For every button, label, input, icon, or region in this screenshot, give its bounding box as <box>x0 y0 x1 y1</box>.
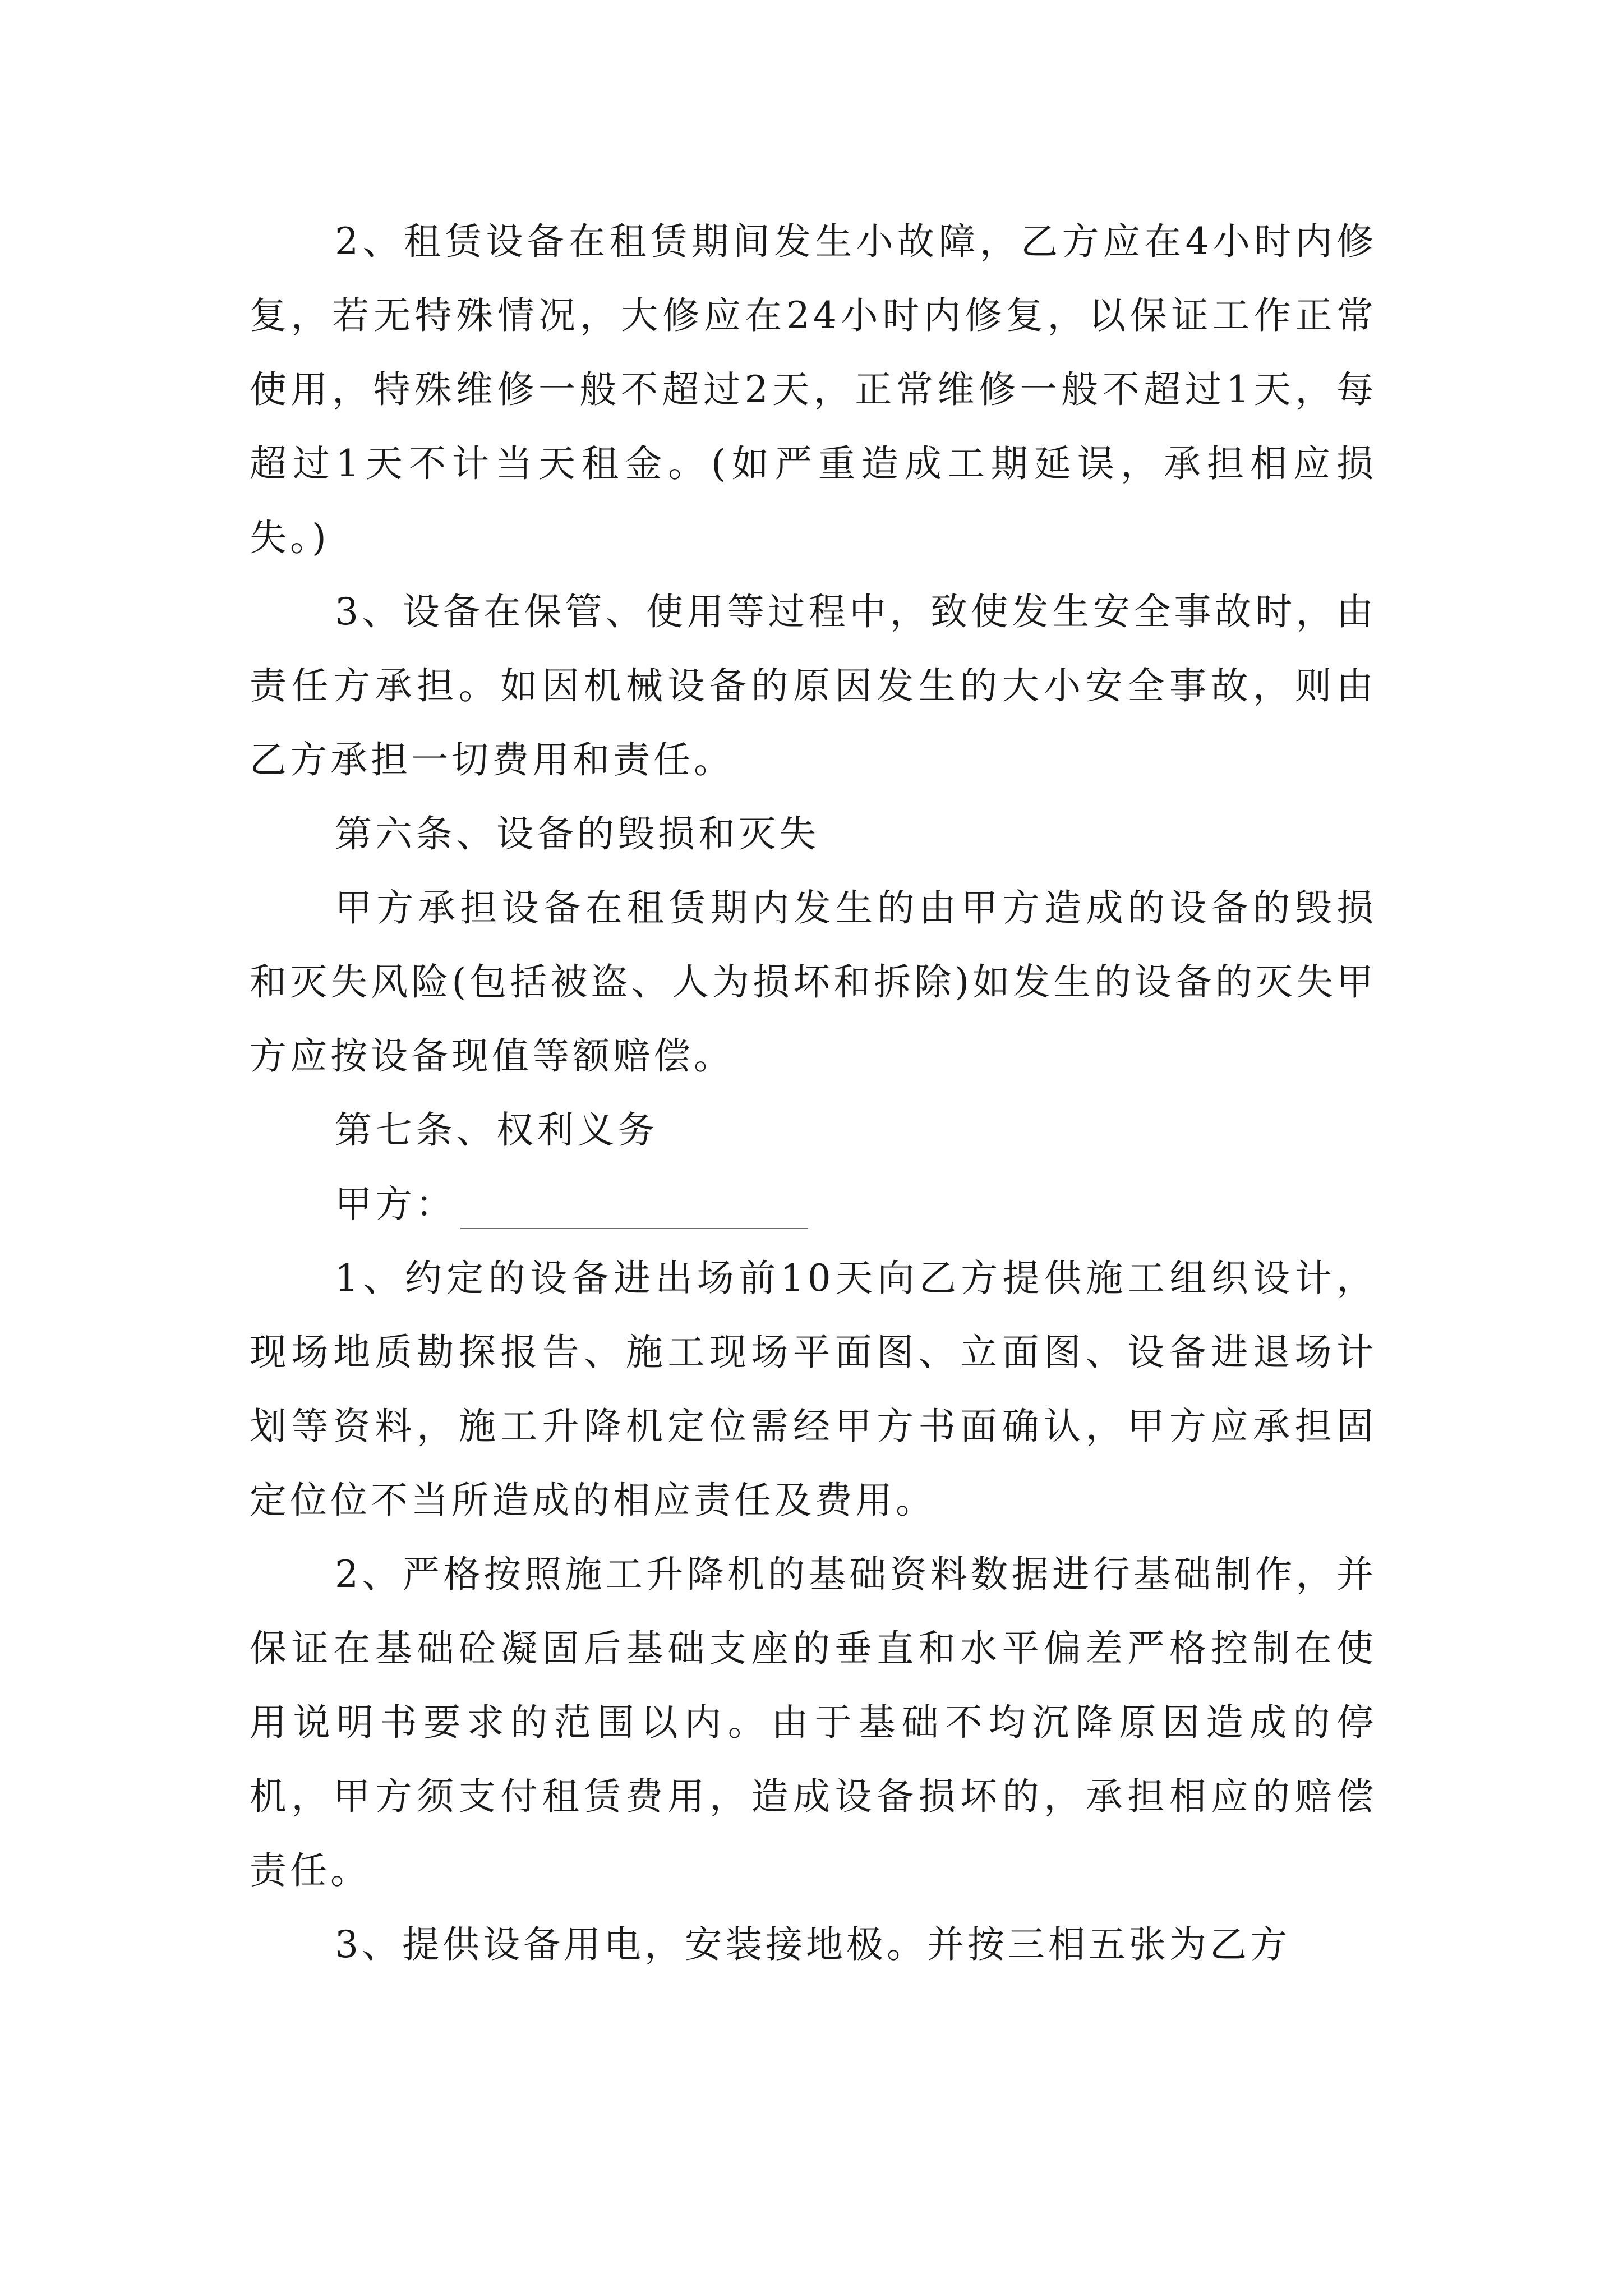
article-7-heading: 第七条、权利义务 <box>335 1108 658 1152</box>
clause-5-item-2: 2、租赁设备在租赁期间发生小故障，乙方应在4小时内修复，若无特殊情况，大修应在24小时内修复，以保证工作正常使用，特殊维修一般不超过2天，正常维修一般不超过1天，每超过1天不计当天租金。(如严重造成工期延误，承担相应损失。) <box>250 220 1377 559</box>
article-7-item-1: 1、约定的设备进出场前10天向乙方提供施工组织设计，现场地质勘探报告、施工现场平面图、立面图、设备进退场计划等资料，施工升降机定位需经甲方书面确认，甲方应承担固定位位不当所造成的相应责任及费用。 <box>250 1257 1377 1522</box>
document-body <box>250 205 1377 1982</box>
clause-5-item-3: 3、设备在保管、使用等过程中，致使发生安全事故时，由责任方承担。如因机械设备的原因发生的大小安全事故，则由乙方承担一切费用和责任。 <box>250 590 1377 781</box>
article-7-item-2: 2、严格按照施工升降机的基础资料数据进行基础制作，并保证在基础砼凝固后基础支座的垂直和水平偏差严格控制在使用说明书要求的范围以内。由于基础不均沉降原因造成的停机，甲方须支付租赁费用，造成设备损坏的，承担相应的赔偿责任。 <box>250 1553 1377 1892</box>
party-a-blank-underline <box>460 1228 808 1229</box>
party-a-line <box>250 1167 1377 1241</box>
article-6-body: 甲方承担设备在租赁期内发生的由甲方造成的设备的毁损和灭失风险(包括被盗、人为损坏和拆除)如发生的设备的灭失甲方应按设备现值等额赔偿。 <box>250 886 1377 1078</box>
party-a-label: 甲方： <box>335 1182 456 1226</box>
article-7-item-3: 3、提供设备用电，安装接地极。并按三相五张为乙方 <box>335 1923 1290 1966</box>
article-6-heading: 第六条、设备的毁损和灭失 <box>335 812 819 855</box>
